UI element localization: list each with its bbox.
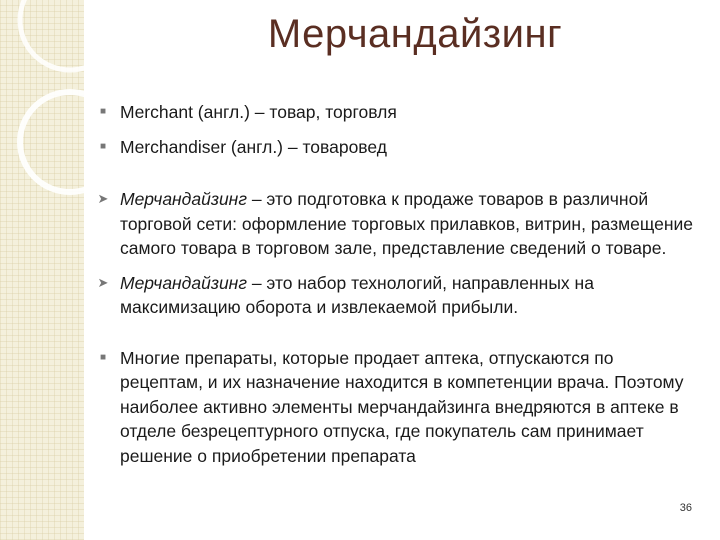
slide-content <box>96 100 696 468</box>
bullet-item-merchandiser <box>96 135 696 160</box>
definition-term: Мерчандайзинг <box>120 272 247 293</box>
slide-title: Мерчандайзинг <box>267 12 563 56</box>
page-number: 36 <box>679 502 692 514</box>
bullet-text: Merchant (англ.) – товар, торговля <box>120 102 397 122</box>
bullet-item-definition-2 <box>96 271 696 320</box>
square-bullet-icon: ■ <box>99 140 107 152</box>
bullet-item-pharmacy <box>96 346 696 469</box>
definition-term: Мерчандайзинг <box>120 189 247 209</box>
square-bullet-icon: ■ <box>99 106 107 117</box>
definition-text: – это подготовка к продаже товаров в различной торговой сети: оформление торговых прилавков, витрин, размещение самого товара в торговом зале, представление сведений о товаре. <box>120 189 693 258</box>
deco-circle-top <box>20 0 120 70</box>
bullet-item-definition-1 <box>96 187 696 261</box>
arrow-bullet-icon: ➤ <box>97 274 109 290</box>
bullet-text: Многие препараты, которые продает аптека, отпускаются по рецептам, и их назначение находится в компетенции врача. Поэтому наиболее активно элементы мерчандайзинга внедряются в аптеке в отделе безрецептурного отпуска, где покупатель сам принимает решение о приобретении препарата <box>120 347 684 466</box>
arrow-bullet-icon: ➤ <box>97 191 109 206</box>
bullet-text: Merchandiser (англ.) – товаровед <box>120 136 387 157</box>
square-bullet-icon: ■ <box>99 351 107 363</box>
bullet-item-merchant <box>96 100 696 125</box>
definition-text: – это набор технологий, направленных на максимизацию оборота и извлекаемой прибыли. <box>120 272 594 317</box>
